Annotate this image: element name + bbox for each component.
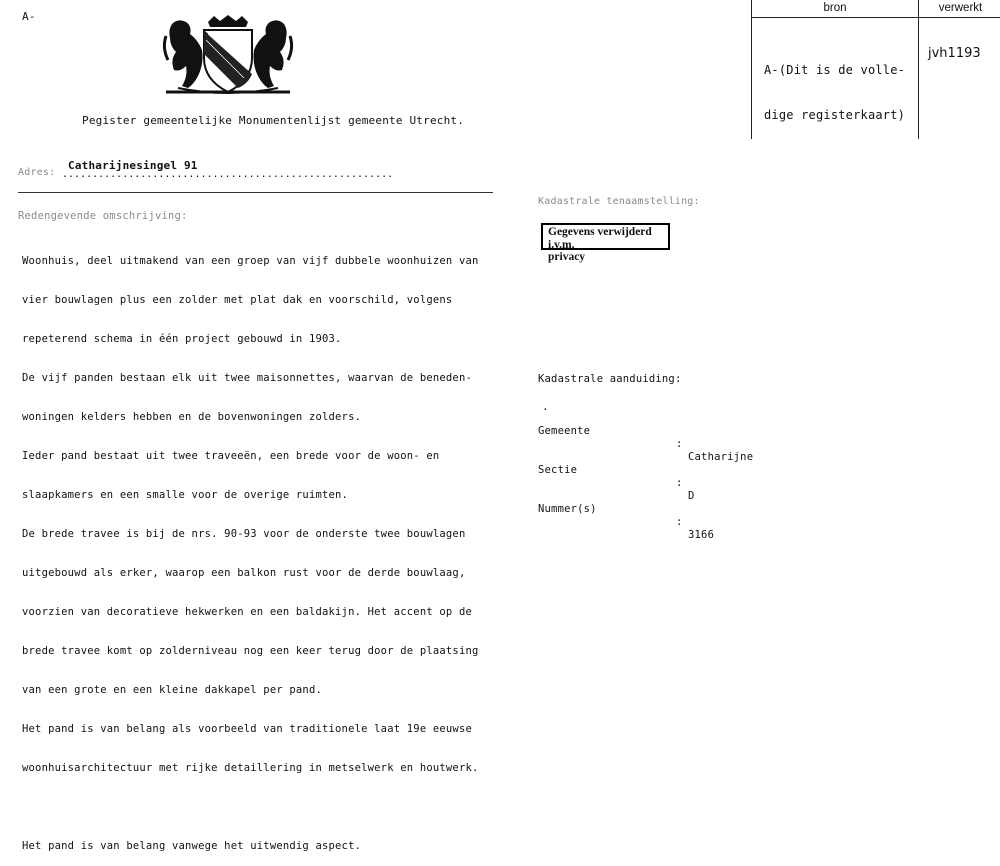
column-divider <box>918 17 919 139</box>
trailing-mark: . <box>542 400 549 413</box>
description-line: slaapkamers en een smalle voor de overige ruimten. <box>22 489 349 501</box>
cadastral-row-colon: : <box>676 477 683 489</box>
cadastral-id-heading: Kadastrale aanduiding: <box>538 373 682 385</box>
cadastral-row-value: D <box>688 490 695 502</box>
description-line: uitgebouwd als erker, waarop een balkon rust voor de derde bouwlaag, <box>22 567 466 579</box>
cadastral-row <box>538 490 715 541</box>
description-line: brede travee komt op zolderniveau nog een keer terug door de plaatsing <box>22 645 479 657</box>
description <box>22 229 479 866</box>
reason-heading: Redengevende omschrijving: <box>18 210 188 222</box>
address-label: Adres: <box>18 167 56 178</box>
description-line: De brede travee is bij de nrs. 90-93 voor de onderste twee bouwlagen <box>22 528 466 540</box>
description-line: van een grote en een kleine dakkapel per pand. <box>22 684 322 696</box>
description-line: vier bouwlagen plus een zolder met plat dak en voorschild, volgens <box>22 294 453 306</box>
cadastral-id <box>538 347 754 541</box>
description-line: woningen kelders hebben en de bovenwoningen zolders. <box>22 411 362 423</box>
utrecht-coat-of-arms-icon <box>158 14 298 98</box>
description-line: woonhuisarchitectuur met rijke detaillering in metselwerk en houtwerk. <box>22 762 479 774</box>
bron-value-line: A-(Dit is de volle- <box>764 63 906 77</box>
verwerkt-value: jvh1193 <box>928 46 981 61</box>
cadastral-row-label: Nummer(s) <box>538 503 597 515</box>
cadastral-row-label: Sectie <box>538 464 578 476</box>
divider-line <box>18 192 493 193</box>
verwerkt-header: verwerkt <box>918 0 1000 18</box>
cadastral-row <box>538 451 695 502</box>
meta-table <box>751 0 1000 139</box>
privacy-line: Gegevens verwijderd i.v.m. <box>548 226 652 251</box>
privacy-line: privacy <box>548 251 586 263</box>
privacy-notice <box>541 223 670 263</box>
description-line <box>22 801 479 814</box>
address-dots: ....................................................... <box>62 169 394 180</box>
cadastral-row-value: Catharijne <box>688 451 754 463</box>
cadastral-row-value: 3166 <box>688 529 715 541</box>
register-title: Pegister gemeentelijke Monumentenlijst gemeente Utrecht. <box>82 114 465 127</box>
description-line: Het pand is van belang vanwege het uitwendig aspect. <box>22 840 362 852</box>
description-line: Ieder pand bestaat uit twee traveeën, een brede voor de woon- en <box>22 450 440 462</box>
bron-header: bron <box>752 0 918 18</box>
description-line: voorzien van decoratieve hekwerken en een baldakijn. Het accent op de <box>22 606 472 618</box>
corner-code: A- <box>22 10 36 23</box>
bron-value-line: dige registerkaart) <box>764 108 906 122</box>
address-value: Catharijnesingel 91 <box>68 159 198 172</box>
description-line: De vijf panden bestaan elk uit twee maisonnettes, waarvan de beneden- <box>22 372 472 384</box>
description-line: Het pand is van belang als voorbeeld van traditionele laat 19e eeuwse <box>22 723 472 735</box>
cadastral-row-colon: : <box>676 516 683 528</box>
cadastral-row-label: Gemeente <box>538 425 591 437</box>
description-line: repeterend schema in één project gebouwd in 1903. <box>22 333 342 345</box>
bron-value <box>764 33 905 153</box>
cadastral-heading: Kadastrale tenaamstelling: <box>538 196 700 207</box>
description-line: Woonhuis, deel uitmakend van een groep van vijf dubbele woonhuizen van <box>22 255 479 267</box>
cadastral-row <box>538 412 754 463</box>
cadastral-row-colon: : <box>676 438 683 450</box>
